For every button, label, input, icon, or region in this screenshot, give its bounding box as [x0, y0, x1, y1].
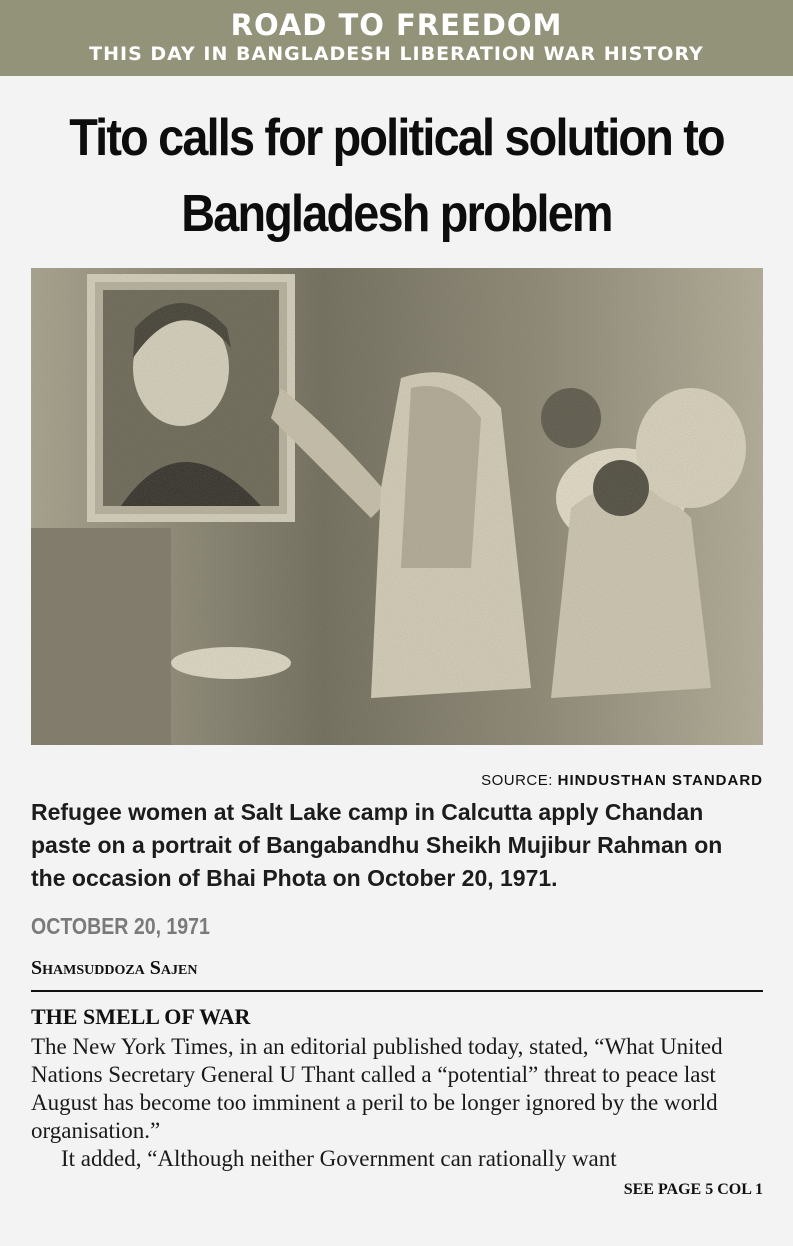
photo-source	[481, 772, 763, 789]
source-name: HINDUSTHAN STANDARD	[557, 772, 763, 789]
byline: Shamsuddoza Sajen	[31, 957, 198, 979]
section-heading: THE SMELL OF WAR	[31, 1004, 251, 1029]
source-label: SOURCE:	[481, 772, 558, 789]
dateline: OCTOBER 20, 1971	[31, 913, 210, 939]
article-photo	[31, 268, 763, 745]
divider	[31, 990, 763, 992]
paragraph: It added, “Although neither Government can rationally want	[61, 1146, 617, 1171]
banner-title: ROAD TO FREEDOM	[230, 8, 563, 42]
photo-caption: Refugee women at Salt Lake camp in Calcutta apply Chandan paste on a portrait of Bangabandhu Sheikh Mujibur Rahman on the occasion of Bhai Phota on October 20, 1971.	[31, 799, 723, 891]
article-body	[31, 1033, 763, 1173]
banner-subtitle: THIS DAY IN BANGLADESH LIBERATION WAR HISTORY	[89, 43, 704, 65]
paragraph: The New York Times, in an editorial published today, stated, “What United Nations Secretary General U Thant called a “potential” threat to peace last August has become too imminent a peril to be longer ignored by the world organisation.”	[31, 1034, 723, 1143]
section-banner	[0, 0, 793, 76]
continued-link[interactable]: SEE PAGE 5 COL 1	[623, 1181, 763, 1198]
article-headline: Tito calls for political solution to Bangladesh problem	[69, 109, 724, 243]
refugee-women-photo	[31, 268, 763, 745]
